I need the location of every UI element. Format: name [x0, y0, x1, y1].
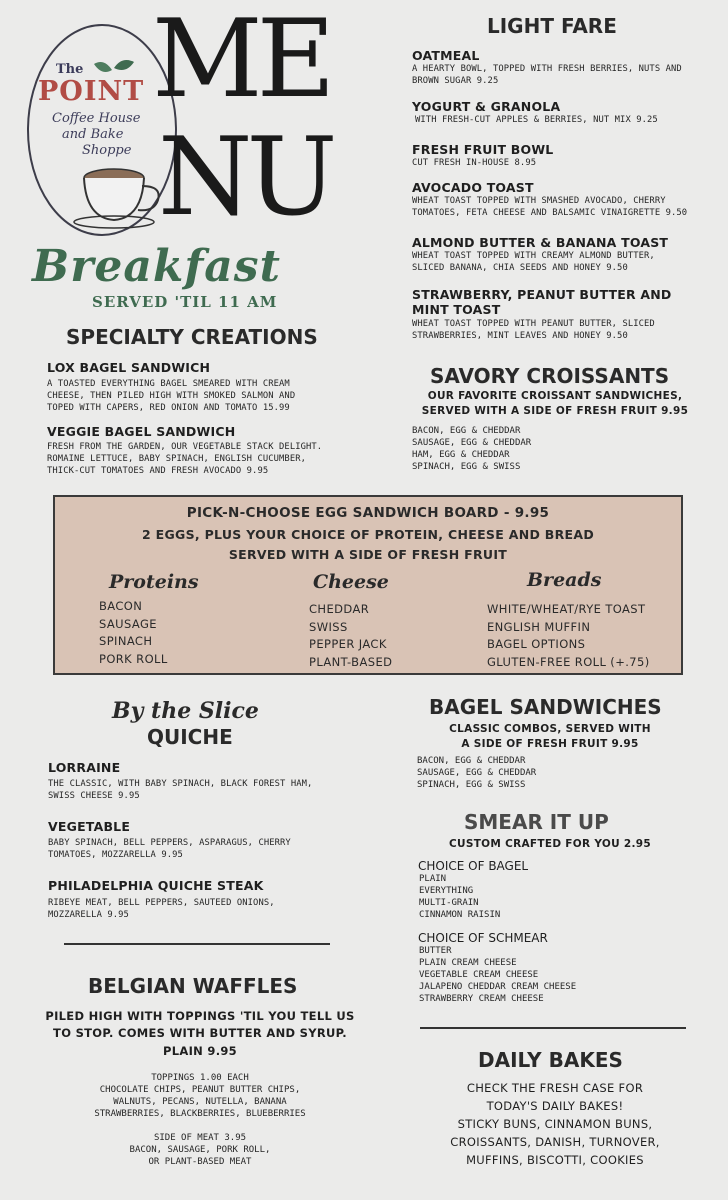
divider [64, 943, 330, 945]
waffles-line2: TO STOP. COMES WITH BUTTER AND SYRUP. [53, 1026, 347, 1040]
proteins-list [99, 598, 168, 668]
list-item: MULTI-GRAIN [419, 898, 479, 908]
breakfast-title: Breakfast [32, 241, 281, 292]
list-item: HAM, EGG & CHEDDAR [412, 450, 510, 460]
item-desc: MOZZARELLA 9.95 [48, 910, 129, 920]
item-name: VEGGIE BAGEL SANDWICH [47, 424, 236, 439]
proteins-title: Proteins [109, 571, 199, 593]
item-desc: SWISS CHEESE 9.95 [48, 791, 140, 801]
list-item: BACON, EGG & CHEDDAR [412, 426, 521, 436]
list-item: SPINACH, EGG & SWISS [412, 462, 521, 472]
list-item: SAUSAGE, EGG & CHEDDAR [412, 438, 532, 448]
daily-bakes-title: DAILY BAKES [478, 1048, 623, 1072]
specialty-title: SPECIALTY CREATIONS [66, 325, 318, 349]
item-desc: TOPED WITH CAPERS, RED ONION AND TOMATO 15.99 [47, 403, 290, 413]
logo-line3: Shoppe [82, 143, 132, 158]
item-desc: A HEARTY BOWL, TOPPED WITH FRESH BERRIES, NUTS AND [412, 64, 682, 74]
logo-the: The [56, 62, 84, 77]
breads-list [487, 601, 650, 671]
item-name: FRESH FRUIT BOWL [412, 142, 554, 157]
egg-sandwich-board [53, 495, 683, 675]
list-item: STRAWBERRY CREAM CHEESE [419, 994, 544, 1004]
item-desc: SLICED BANANA, CHIA SEEDS AND HONEY 9.50 [412, 263, 628, 273]
bakes-line: STICKY BUNS, CINNAMON BUNS, [457, 1117, 653, 1131]
item-desc: CHEESE, THEN PILED HIGH WITH SMOKED SALMON AND [47, 391, 296, 401]
item-desc: TOMATOES, MOZZARELLA 9.95 [48, 850, 183, 860]
item-desc: WHEAT TOAST TOPPED WITH CREAMY ALMOND BUTTER, [412, 251, 655, 261]
item-desc: WHEAT TOAST TOPPED WITH SMASHED AVOCADO, CHERRY [412, 196, 666, 206]
bakes-line: CROISSANTS, DANISH, TURNOVER, [450, 1135, 660, 1149]
waffles-plain: PLAIN 9.95 [163, 1044, 237, 1058]
item-desc: CUT FRESH IN-HOUSE 8.95 [412, 158, 537, 168]
list-item: JALAPENO CHEDDAR CREAM CHEESE [419, 982, 577, 992]
list-item: STRAWBERRIES, BLACKBERRIES, BLUEBERRIES [94, 1109, 306, 1119]
item-name: VEGETABLE [48, 819, 131, 834]
bakes-line: TODAY'S DAILY BAKES! [486, 1099, 624, 1113]
item-desc: RIBEYE MEAT, BELL PEPPERS, SAUTEED ONIONS, [48, 898, 275, 908]
list-item: WHITE/WHEAT/RYE TOAST [487, 602, 646, 616]
list-item: CINNAMON RAISIN [419, 910, 501, 920]
item-name: LORRAINE [48, 760, 121, 775]
item-name: PHILADELPHIA QUICHE STEAK [48, 878, 264, 893]
item-desc: BROWN SUGAR 9.25 [412, 76, 499, 86]
list-item: PORK ROLL [99, 651, 168, 666]
choice-schmear-title: CHOICE OF SCHMEAR [418, 931, 548, 945]
list-item: CHEDDAR [309, 602, 370, 616]
quiche-title: QUICHE [147, 725, 233, 749]
list-item: VEGETABLE CREAM CHEESE [419, 970, 539, 980]
item-desc: WHEAT TOAST TOPPED WITH PEANUT BUTTER, SLICED [412, 319, 655, 329]
croissants-sub1: OUR FAVORITE CROISSANT SANDWICHES, [427, 390, 683, 402]
croissants-sub2: SERVED WITH A SIDE OF FRESH FRUIT 9.95 [421, 405, 689, 417]
served-until: SERVED 'TIL 11 AM [92, 293, 278, 311]
list-item: EVERYTHING [419, 886, 474, 896]
item-desc: FRESH FROM THE GARDEN, OUR VEGETABLE STACK DELIGHT. [47, 442, 323, 452]
list-item: PEPPER JACK [309, 637, 387, 651]
menu-title-line1: ME [152, 0, 330, 122]
list-item: GLUTEN-FREE ROLL (+.75) [487, 654, 650, 669]
list-item: SWISS [309, 619, 348, 634]
list-item: BACON, SAUSAGE, PORK ROLL, [129, 1145, 271, 1155]
logo-line2: and Bake [62, 127, 124, 142]
bagel-sub1: CLASSIC COMBOS, SERVED WITH [449, 723, 651, 735]
item-desc: ROMAINE LETTUCE, BABY SPINACH, ENGLISH CUCUMBER, [47, 454, 307, 464]
bagel-sandwiches-title: BAGEL SANDWICHES [429, 695, 662, 719]
toppings-title: TOPPINGS 1.00 EACH [151, 1073, 249, 1083]
list-item: BACON [99, 599, 143, 613]
menu-title-line2: NU [158, 115, 332, 240]
bakes-line: MUFFINS, BISCOTTI, COOKIES [466, 1153, 644, 1167]
quiche-script-title: By the Slice [112, 698, 259, 724]
leaf-icon [114, 60, 134, 70]
waffles-line1: PILED HIGH WITH TOPPINGS 'TIL YOU TELL US [45, 1009, 355, 1023]
list-item: PLAIN CREAM CHEESE [419, 958, 517, 968]
list-item: PLAIN [419, 874, 447, 884]
item-desc: THICK-CUT TOMATOES AND FRESH AVOCADO 9.95 [47, 466, 269, 476]
bagel-sub2: A SIDE OF FRESH FRUIT 9.95 [461, 738, 639, 750]
board-title: PICK-N-CHOOSE EGG SANDWICH BOARD - 9.95 [186, 505, 550, 521]
meat-title: SIDE OF MEAT 3.95 [153, 1133, 247, 1143]
item-desc: BABY SPINACH, BELL PEPPERS, ASPARAGUS, CHERRY [48, 838, 291, 848]
list-item: SAUSAGE [99, 616, 157, 631]
smear-sub: CUSTOM CRAFTED FOR YOU 2.95 [449, 838, 651, 850]
list-item: BACON, EGG & CHEDDAR [417, 756, 526, 766]
item-name: STRAWBERRY, PEANUT BUTTER AND [412, 287, 672, 302]
croissants-title: SAVORY CROISSANTS [430, 364, 670, 388]
item-desc: THE CLASSIC, WITH BABY SPINACH, BLACK FOREST HAM, [48, 779, 313, 789]
item-name: LOX BAGEL SANDWICH [47, 360, 211, 375]
list-item: SPINACH, EGG & SWISS [417, 780, 526, 790]
item-name: OATMEAL [412, 48, 480, 63]
board-sub1: 2 EGGS, PLUS YOUR CHOICE OF PROTEIN, CHEESE AND BREAD [141, 527, 595, 542]
item-name: AVOCADO TOAST [412, 180, 534, 195]
cheese-list [309, 601, 392, 671]
logo-point: POINT [38, 76, 145, 107]
item-desc: STRAWBERRIES, MINT LEAVES AND HONEY 9.50 [412, 331, 628, 341]
coffee-cup-icon [74, 169, 159, 228]
item-name: MINT TOAST [412, 302, 501, 317]
item-desc: WITH FRESH-CUT APPLES & BERRIES, NUT MIX 9.25 [415, 115, 658, 125]
list-item: ENGLISH MUFFIN [487, 619, 591, 634]
light-fare-title: LIGHT FARE [487, 14, 617, 38]
item-name: ALMOND BUTTER & BANANA TOAST [412, 235, 669, 250]
item-name: YOGURT & GRANOLA [412, 99, 561, 114]
cheese-title: Cheese [313, 571, 389, 593]
item-desc: A TOASTED EVERYTHING BAGEL SMEARED WITH CREAM [47, 379, 290, 389]
item-desc: TOMATOES, FETA CHEESE AND BALSAMIC VINAIGRETTE 9.50 [412, 208, 688, 218]
bakes-line: CHECK THE FRESH CASE FOR [466, 1081, 644, 1095]
choice-bagel-title: CHOICE OF BAGEL [418, 859, 529, 873]
smear-title: SMEAR IT UP [464, 810, 609, 834]
list-item: OR PLANT-BASED MEAT [148, 1157, 252, 1167]
divider [420, 1027, 686, 1029]
list-item: SPINACH [99, 634, 153, 648]
breads-title: Breads [527, 569, 602, 591]
list-item: BUTTER [419, 946, 452, 956]
board-sub2: SERVED WITH A SIDE OF FRESH FRUIT [228, 547, 508, 562]
waffles-title: BELGIAN WAFFLES [88, 974, 298, 998]
list-item: CHOCOLATE CHIPS, PEANUT BUTTER CHIPS, [99, 1085, 301, 1095]
list-item: WALNUTS, PECANS, NUTELLA, BANANA [113, 1097, 287, 1107]
logo-line1: Coffee House [52, 111, 141, 126]
list-item: PLANT-BASED [309, 654, 393, 669]
list-item: BAGEL OPTIONS [487, 637, 586, 651]
list-item: SAUSAGE, EGG & CHEDDAR [417, 768, 537, 778]
